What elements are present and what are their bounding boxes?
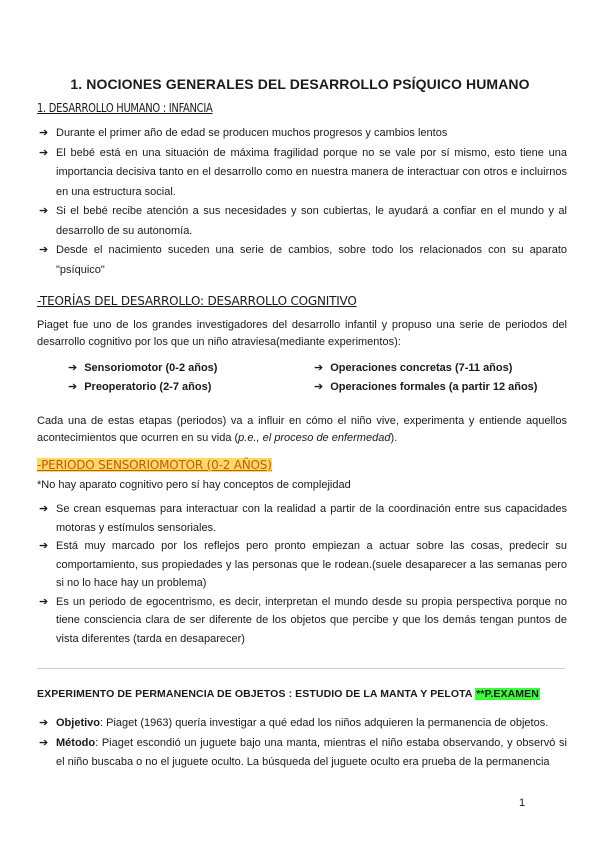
- stage-operaciones-concretas: ➔ Operaciones concretas (7-11 años): [314, 362, 513, 374]
- arrow-icon: ➔: [39, 540, 49, 552]
- list-item: ➔ Durante el primer año de edad se producen muchos progresos y cambios lentos: [37, 124, 567, 144]
- horizontal-divider: [37, 668, 565, 669]
- list-item: ➔ Desde el nacimiento suceden una serie de cambios, sobre todo los relacionados con su aparato "psíquico": [37, 241, 567, 280]
- arrow-icon: ➔: [314, 381, 324, 393]
- exam-tag: **P.EXAMEN: [476, 688, 539, 700]
- list-item: ➔ Está muy marcado por los reflejos pero pronto empiezan a actuar sobre las cosas, predecir su comportamiento, sus propiedades y las personas que le rodean.(suele desaparecer a las semanas pero si no lo hace hay un problema): [37, 537, 567, 593]
- section-heading-infancia: 1. DESARROLLO HUMANO : INFANCIA: [37, 101, 213, 115]
- page-number: 1: [519, 797, 526, 809]
- arrow-icon: ➔: [39, 127, 49, 139]
- arrow-icon: ➔: [68, 381, 78, 393]
- experiment-bullet-list: [37, 714, 567, 773]
- stage-operaciones-formales: ➔ Operaciones formales (a partir 12 años): [314, 381, 538, 393]
- arrow-icon: ➔: [39, 146, 49, 159]
- piaget-intro: Piaget fue uno de los grandes investigadores del desarrollo infantil y propuso una serie de periodos del desarrollo cognitivo por los que un niño atraviesa(mediante experimentos):: [37, 319, 567, 348]
- arrow-icon: ➔: [68, 362, 78, 374]
- arrow-icon: ➔: [39, 503, 49, 515]
- list-item: ➔ Se crean esquemas para interactuar con la realidad a partir de la coordinación entre sus capacidades motoras y estímulos sensoriales.: [37, 500, 567, 537]
- arrow-icon: ➔: [39, 717, 49, 729]
- cognitive-note: *No hay aparato cognitivo pero sí hay conceptos de complejidad: [37, 479, 351, 491]
- list-item: ➔ Es un periodo de egocentrismo, es decir, interpretan el mundo desde su propia perspectiva porque no tiene consciencia clara de ser diferente de los objetos que percibe y que los demás tengan puntos de vista diferentes (tarda en desaparecer): [37, 593, 567, 649]
- arrow-icon: ➔: [39, 595, 49, 608]
- list-item: ➔ El bebé está en una situación de máxima fragilidad porque no se vale por sí mismo, esto tiene una importancia decisiva tanto en el desarrollo como en nuestra manera de interactuar con otros e incluirnos en una estructura social.: [37, 144, 567, 203]
- section-heading-teorias: -TEORÍAS DEL DESARROLLO: DESARROLLO COGNITIVO: [37, 294, 357, 308]
- stage-sensoriomotor: ➔ Sensoriomotor (0-2 años): [68, 362, 218, 374]
- section-heading-sensoriomotor: -PERIODO SENSORIOMOTOR (0-2 AÑOS): [37, 458, 272, 472]
- arrow-icon: ➔: [39, 736, 49, 749]
- stages-closing-paragraph: Cada una de estas etapas (periodos) va a influir en cómo el niño vive, experimenta y entiende aquellos acontecimientos que ocurren en su vida (p.e., el proceso de enfermedad).: [37, 415, 567, 444]
- infancia-bullet-list: [37, 124, 567, 280]
- list-item: ➔ Método: Piaget escondió un juguete bajo una manta, mientras el niño estaba observando, y observó si el niño buscaba o no el juguete oculto. La búsqueda del juguete oculto era prueba de la permanencia: [37, 734, 567, 773]
- stage-preoperatorio: ➔ Preoperatorio (2-7 años): [68, 381, 212, 393]
- list-item: ➔ Si el bebé recibe atención a sus necesidades y son cubiertas, le ayudará a confiar en el mundo y al desarrollo de su autonomía.: [37, 202, 567, 241]
- arrow-icon: ➔: [39, 244, 49, 256]
- list-item: ➔ Objetivo: Piaget (1963) quería investigar a qué edad los niños adquieren la permanencia de objetos.: [37, 714, 567, 734]
- arrow-icon: ➔: [39, 205, 49, 217]
- page-title: 1. NOCIONES GENERALES DEL DESARROLLO PSÍQUICO HUMANO: [70, 76, 530, 92]
- arrow-icon: ➔: [314, 362, 324, 374]
- sensoriomotor-bullet-list: [37, 500, 567, 648]
- experiment-heading: EXPERIMENTO DE PERMANENCIA DE OBJETOS : ESTUDIO DE LA MANTA Y PELOTA **P.EXAMEN: [37, 688, 539, 700]
